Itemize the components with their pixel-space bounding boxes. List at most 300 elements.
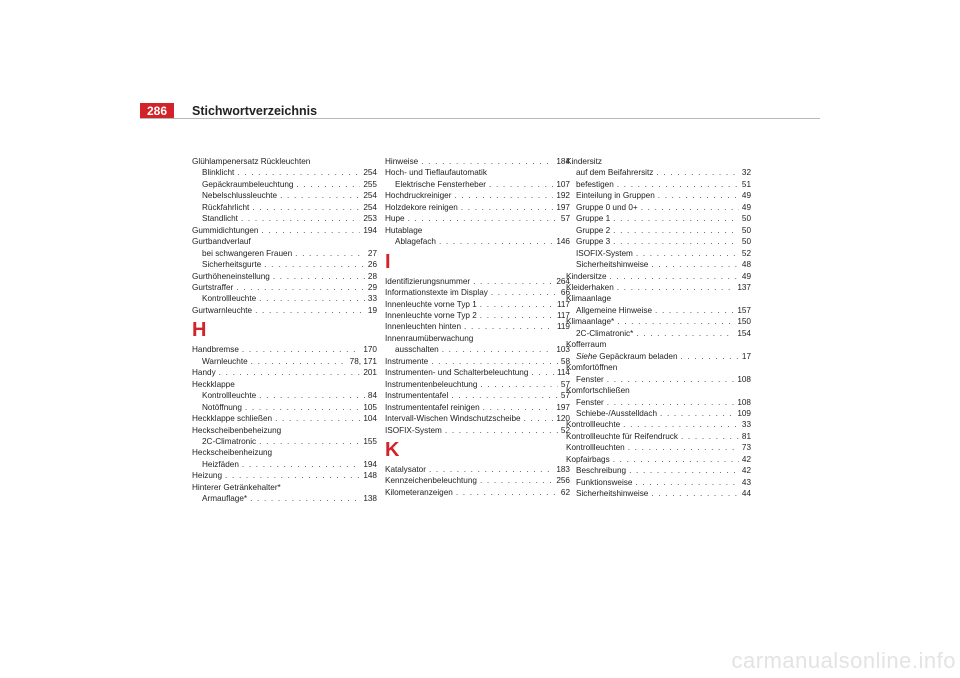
entry-term [385,356,428,367]
entry-text: Handy [192,368,216,378]
leader-dots [681,431,739,442]
entry-term [385,310,477,321]
entry-text: Kontrollleuchte für Reifendruck [566,431,678,441]
see-reference: Siehe [576,351,597,361]
index-entry [566,442,751,453]
entry-text: Standlicht [202,214,238,224]
leader-dots [628,442,739,453]
entry-term [385,425,442,436]
entry-term [192,413,272,424]
page-number: 286 [140,103,174,119]
entry-term [566,431,678,442]
entry-term [202,402,242,413]
leader-dots [473,276,553,287]
entry-text: Gepäckraum beladen [599,351,678,361]
leader-dots [636,328,734,339]
entry-text: Intervall-Wischen Windschutzscheibe [385,414,521,424]
entry-term [385,190,451,201]
leader-dots [219,367,361,378]
entry-term [202,213,238,224]
index-entry [385,321,570,332]
index-entry [192,344,377,355]
entry-term [395,344,439,355]
entry-page: 255 [363,179,377,189]
leader-dots [261,225,360,236]
index-entry [566,213,751,224]
entry-term [576,248,633,259]
entry-text: Fenster [576,374,604,384]
entry-page: 29 [367,282,377,292]
entry-page: 42 [741,466,751,476]
entry-term [192,305,252,316]
entry-text: Notöffnung [202,402,242,412]
entry-page: 183 [556,464,570,474]
entry-text: Heckklappe schließen [192,414,273,424]
index-entry [385,213,570,224]
index-heading: Kofferraum [566,340,607,350]
index-entry [192,202,377,213]
entry-text: bei schwangeren Frauen [202,248,293,258]
entry-text: Kindersitze [566,271,607,281]
entry-term [576,397,604,408]
entry-text: Elektrische Fensterheber [395,179,487,189]
entry-page: 117 [556,310,570,320]
entry-page: 201 [363,368,377,378]
entry-text: Armauflage* [202,494,248,504]
entry-term [385,475,477,486]
entry-page: 103 [556,345,570,355]
entry-text: Kontrollleuchte [202,294,257,304]
header-rule [140,118,820,119]
entry-term [192,344,239,355]
entry-term [566,282,614,293]
index-entry [385,156,570,167]
entry-term [576,465,626,476]
entry-text: Instrumententafel [385,391,449,401]
entry-text: 2C-Climatronic [202,436,257,446]
entry-page: 58 [560,356,570,366]
entry-term [395,236,436,247]
leader-dots [439,236,553,247]
index-entry [192,190,377,201]
entry-term [192,225,258,236]
index-heading: Komfortöffnen [566,363,618,373]
entry-text: Identifizierungsnummer [385,276,471,286]
leader-dots [280,190,360,201]
entry-term [576,477,632,488]
index-entry [192,305,377,316]
index-entry [566,374,751,385]
index-entry [192,282,377,293]
leader-dots [483,402,554,413]
entry-text: befestigen [576,179,614,189]
leader-dots [660,408,734,419]
leader-dots [251,356,347,367]
entry-term [202,248,292,259]
entry-term [192,367,216,378]
entry-page: 194 [363,225,377,235]
entry-text: Nebelschlussleuchte [202,191,278,201]
entry-page: 184 [556,157,570,166]
entry-term [576,488,648,499]
entry-page: 108 [737,397,751,407]
index-entry [192,493,377,504]
entry-text: Sicherheitshinweise [576,260,649,270]
entry-page: 254 [363,202,377,212]
index-entry [385,464,570,475]
index-entry [385,487,570,498]
entry-term [385,464,426,475]
entry-text: Gruppe 1 [576,214,611,224]
index-entry [566,236,751,247]
index-entry [385,367,570,378]
entry-term [202,202,249,213]
entry-page: 120 [556,414,570,424]
index-entry [192,390,377,401]
entry-text: Kontrollleuchte [566,420,621,430]
leader-dots [480,475,553,486]
entry-page: 78, 171 [349,356,377,366]
index-entry [385,236,570,247]
entry-term [385,276,470,287]
index-heading: Klimaanlage [566,294,612,304]
leader-dots [431,356,558,367]
index-entry [566,179,751,190]
entry-term [576,374,604,385]
entry-page: 48 [741,260,751,270]
entry-text: Kennzeichenbeleuchtung [385,476,477,486]
index-entry [566,351,751,362]
index-entry [385,402,570,413]
entry-page: 52 [560,425,570,435]
index-entry [566,190,751,201]
leader-dots [531,367,554,378]
index-entry [566,167,751,178]
entry-text: Hupe [385,214,405,224]
entry-page: 138 [363,494,377,504]
entry-page: 170 [363,345,377,355]
leader-dots [225,470,360,481]
leader-dots [635,477,738,488]
entry-page: 150 [737,317,751,327]
index-entry [566,488,751,499]
entry-page: 254 [363,191,377,201]
page-title: Stichwortverzeichnis [192,104,318,118]
entry-page: 109 [737,408,751,418]
entry-term [566,419,620,430]
leader-dots [242,459,360,470]
entry-text: Beschreibung [576,466,627,476]
entry-term [202,293,256,304]
entry-text: Innenleuchte vorne Typ 1 [385,299,477,309]
entry-term [576,259,648,270]
index-entry [566,271,751,282]
entry-term [566,271,607,282]
entry-page: 33 [741,420,751,430]
entry-text: Sicherheitsgurte [202,260,262,270]
entry-term [385,402,480,413]
entry-term [202,167,234,178]
leader-dots [607,397,735,408]
entry-text: Kilometeranzeigen [385,487,453,497]
index-entry [385,276,570,287]
leader-dots [408,213,558,224]
entry-text: Innenleuchte vorne Typ 2 [385,310,477,320]
entry-page: 107 [556,179,570,189]
leader-dots [480,379,557,390]
index-entry [192,248,377,259]
section-letter: I [385,250,391,273]
index-entry [566,259,751,270]
entry-page: 50 [741,225,751,235]
leader-dots [245,402,360,413]
entry-page: 28 [367,271,377,281]
leader-dots [480,310,554,321]
entry-page: 42 [741,454,751,464]
leader-dots [617,316,734,327]
index-entry [192,225,377,236]
leader-dots [275,413,360,424]
entry-term [192,271,270,282]
leader-dots [464,321,554,332]
entry-term [576,202,638,213]
leader-dots [617,282,735,293]
watermark: carmanualsonline.info [731,648,956,673]
index-entry [385,413,570,424]
index-column-2 [385,156,570,498]
index-entry [385,356,570,367]
index-column-3 [566,156,751,500]
leader-dots [636,248,739,259]
entry-term [385,321,461,332]
entry-page: 105 [363,402,377,412]
leader-dots [259,436,360,447]
entry-text: auf dem Beifahrersitz [576,168,654,178]
leader-dots [295,248,365,259]
entry-text: Ablagefach [395,237,436,247]
index-entry [192,367,377,378]
index-heading: Innenraumüberwachung [385,333,474,343]
entry-text: Instrumententafel reinigen [385,402,480,412]
index-entry [192,356,377,367]
leader-dots [613,236,739,247]
entry-term [576,213,610,224]
entry-term [385,413,521,424]
entry-text: ISOFIX-System [576,248,633,258]
index-entry [566,316,751,327]
index-entry [192,436,377,447]
entry-term [202,190,277,201]
entry-text: Kleiderhaken [566,282,614,292]
index-heading: Heckklappe [192,379,235,389]
entry-text: Instrumente [385,356,429,366]
index-entry [566,248,751,259]
index-entry [385,425,570,436]
entry-term [385,379,477,390]
section-letter: K [385,438,400,461]
entry-text: Holzdekore reinigen [385,202,458,212]
entry-text: Instrumentenbeleuchtung [385,379,478,389]
index-heading: Hoch- und Tieflaufautomatik [385,168,487,178]
entry-text: Einteilung in Gruppen [576,191,655,201]
entry-text: ISOFIX-System [385,425,442,435]
entry-page: 264 [556,276,570,286]
leader-dots [429,464,553,475]
section-letter: H [192,319,207,342]
index-entry [192,213,377,224]
index-entry [192,402,377,413]
entry-term [202,459,239,470]
index-entry [566,431,751,442]
entry-text: Hochdruckreiniger [385,191,452,201]
entry-page: 62 [560,487,570,497]
entry-text: Heizung [192,471,223,481]
entry-term [202,179,294,190]
entry-text: Kopfairbags [566,454,610,464]
leader-dots [451,390,558,401]
entry-term [385,287,488,298]
entry-term [576,225,610,236]
entry-page: 256 [556,476,570,486]
entry-page: 194 [363,459,377,469]
index-entry [566,305,751,316]
index-heading: Hutablage [385,225,423,235]
index-entry [385,390,570,401]
entry-text: Warnleuchte [202,356,248,366]
index-heading: Heckscheibenheizung [192,448,273,458]
entry-page: 19 [367,305,377,315]
entry-text: ausschalten [395,345,439,355]
index-entry [566,408,751,419]
entry-page: 57 [560,214,570,224]
entry-page: 108 [737,374,751,384]
index-entry [385,344,570,355]
index-heading: Komfortschließen [566,386,630,396]
entry-term [576,351,678,362]
entry-page: 17 [741,351,751,361]
index-entry [385,379,570,390]
entry-term [202,436,256,447]
entry-term [385,156,418,167]
entry-page: 84 [367,391,377,401]
index-entry [192,293,377,304]
entry-term [192,470,222,481]
entry-page: 73 [741,443,751,453]
entry-page: 197 [556,202,570,212]
entry-text: Gurtstraffer [192,282,234,292]
leader-dots [250,493,360,504]
entry-page: 104 [363,414,377,424]
entry-term [395,179,486,190]
leader-dots [445,425,558,436]
leader-dots [242,344,360,355]
leader-dots [655,305,734,316]
entry-text: Gruppe 2 [576,225,611,235]
entry-text: Rückfahrlicht [202,202,250,212]
index-column-1 [192,156,377,505]
entry-term [202,259,261,270]
index-entry [192,259,377,270]
leader-dots [297,179,361,190]
entry-text: Gepäckraumbeleuchtung [202,179,294,189]
entry-text: Kontrollleuchte [202,391,257,401]
entry-text: Fenster [576,397,604,407]
index-heading: Gurtbandverlauf [192,237,251,247]
index-entry [566,397,751,408]
entry-term [385,202,458,213]
leader-dots [656,167,739,178]
entry-term [576,408,657,419]
entry-page: 253 [363,214,377,224]
entry-page: 192 [556,191,570,201]
entry-page: 154 [737,328,751,338]
leader-dots [255,305,365,316]
index-entry [192,179,377,190]
entry-text: Katalysator [385,464,426,474]
entry-term [385,390,448,401]
index-entry [385,310,570,321]
entry-page: 148 [363,471,377,481]
page-header [140,103,820,119]
entry-page: 49 [741,271,751,281]
entry-term [202,356,248,367]
entry-page: 33 [367,294,377,304]
leader-dots [237,167,360,178]
entry-page: 50 [741,214,751,224]
entry-text: Allgemeine Hinweise [576,305,652,315]
leader-dots [461,202,554,213]
leader-dots [273,271,365,282]
index-entry [566,454,751,465]
leader-dots [651,488,739,499]
leader-dots [658,190,739,201]
index-entry [566,328,751,339]
entry-term [192,282,233,293]
entry-page: 44 [741,489,751,499]
index-entry [566,419,751,430]
entry-term [566,316,614,327]
entry-term [576,190,655,201]
entry-text: Heizfäden [202,459,239,469]
index-entry [192,413,377,424]
index-heading: Kindersitz [566,157,602,166]
leader-dots [491,287,558,298]
leader-dots [241,213,360,224]
index-heading: Heckscheibenbeheizung [192,425,282,435]
entry-page: 114 [556,368,570,378]
entry-term [385,367,528,378]
leader-dots [629,465,739,476]
index-entry [566,465,751,476]
index-entry [566,225,751,236]
entry-page: 155 [363,436,377,446]
entry-page: 43 [741,477,751,487]
leader-dots [442,344,554,355]
entry-page: 137 [737,282,751,292]
leader-dots [613,213,739,224]
entry-text: Innenleuchten hinten [385,322,462,332]
entry-text: Hinweise [385,157,419,166]
entry-text: Kontrollleuchten [566,443,625,453]
leader-dots [613,225,739,236]
entry-text: Handbremse [192,345,239,355]
entry-text: Funktionsweise [576,477,633,487]
index-entry [192,470,377,481]
entry-page: 51 [741,179,751,189]
entry-term [385,487,453,498]
entry-term [576,236,610,247]
entry-page: 57 [560,391,570,401]
